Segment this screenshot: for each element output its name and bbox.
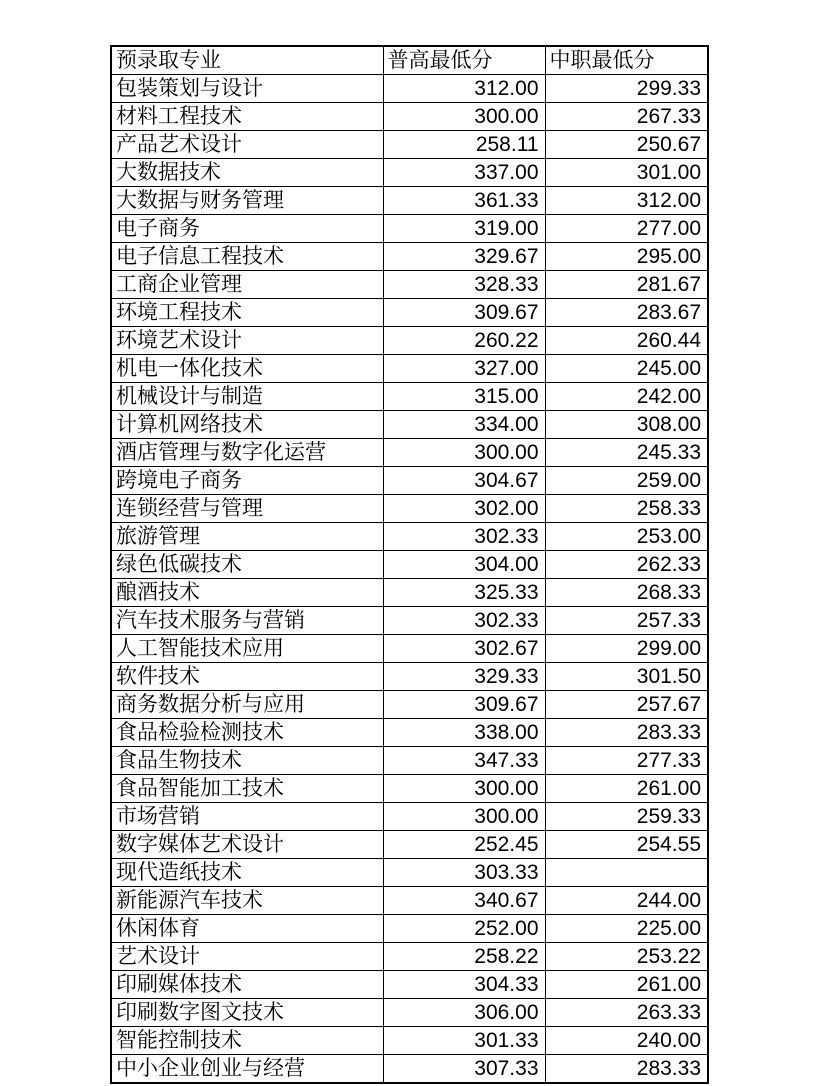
major-name: 环境艺术设计 bbox=[111, 327, 383, 355]
major-name: 商务数据分析与应用 bbox=[111, 691, 383, 719]
major-name: 市场营销 bbox=[111, 803, 383, 831]
table-row bbox=[111, 243, 708, 271]
major-name: 数字媒体艺术设计 bbox=[111, 831, 383, 859]
vocational-min-score: 259.33 bbox=[545, 803, 708, 831]
general-min-score: 306.00 bbox=[383, 999, 545, 1027]
major-name: 产品艺术设计 bbox=[111, 131, 383, 159]
table-row bbox=[111, 719, 708, 747]
general-min-score: 340.67 bbox=[383, 887, 545, 915]
vocational-min-score: 301.00 bbox=[545, 159, 708, 187]
major-name: 跨境电子商务 bbox=[111, 467, 383, 495]
major-name: 环境工程技术 bbox=[111, 299, 383, 327]
major-name: 食品检验检测技术 bbox=[111, 719, 383, 747]
general-min-score: 328.33 bbox=[383, 271, 545, 299]
major-name: 电子信息工程技术 bbox=[111, 243, 383, 271]
general-min-score: 329.33 bbox=[383, 663, 545, 691]
vocational-min-score: 250.67 bbox=[545, 131, 708, 159]
table-row bbox=[111, 383, 708, 411]
vocational-min-score: 283.67 bbox=[545, 299, 708, 327]
table-row bbox=[111, 1055, 708, 1084]
major-name: 工商企业管理 bbox=[111, 271, 383, 299]
vocational-min-score: 244.00 bbox=[545, 887, 708, 915]
header-vocational-min-score: 中职最低分 bbox=[545, 46, 708, 75]
header-major: 预录取专业 bbox=[111, 46, 383, 75]
major-name: 智能控制技术 bbox=[111, 1027, 383, 1055]
general-min-score: 252.00 bbox=[383, 915, 545, 943]
table-row bbox=[111, 971, 708, 999]
vocational-min-score: 245.33 bbox=[545, 439, 708, 467]
table-row bbox=[111, 1027, 708, 1055]
table-row bbox=[111, 271, 708, 299]
table-row bbox=[111, 103, 708, 131]
general-min-score: 329.67 bbox=[383, 243, 545, 271]
vocational-min-score: 277.33 bbox=[545, 747, 708, 775]
table-row bbox=[111, 439, 708, 467]
general-min-score: 309.67 bbox=[383, 691, 545, 719]
vocational-min-score: 299.33 bbox=[545, 75, 708, 103]
vocational-min-score: 253.22 bbox=[545, 943, 708, 971]
vocational-min-score: 312.00 bbox=[545, 187, 708, 215]
major-name: 连锁经营与管理 bbox=[111, 495, 383, 523]
general-min-score: 347.33 bbox=[383, 747, 545, 775]
general-min-score: 302.33 bbox=[383, 607, 545, 635]
general-min-score: 312.00 bbox=[383, 75, 545, 103]
general-min-score: 304.00 bbox=[383, 551, 545, 579]
general-min-score: 300.00 bbox=[383, 103, 545, 131]
general-min-score: 361.33 bbox=[383, 187, 545, 215]
general-min-score: 303.33 bbox=[383, 859, 545, 887]
table-row bbox=[111, 607, 708, 635]
major-name: 汽车技术服务与营销 bbox=[111, 607, 383, 635]
table-row bbox=[111, 495, 708, 523]
vocational-min-score: 261.00 bbox=[545, 775, 708, 803]
general-min-score: 307.33 bbox=[383, 1055, 545, 1084]
table-row bbox=[111, 691, 708, 719]
major-name: 计算机网络技术 bbox=[111, 411, 383, 439]
vocational-min-score: 283.33 bbox=[545, 719, 708, 747]
table-row bbox=[111, 915, 708, 943]
vocational-min-score: 301.50 bbox=[545, 663, 708, 691]
table-row bbox=[111, 747, 708, 775]
table-row bbox=[111, 551, 708, 579]
general-min-score: 300.00 bbox=[383, 439, 545, 467]
general-min-score: 304.33 bbox=[383, 971, 545, 999]
vocational-min-score: 253.00 bbox=[545, 523, 708, 551]
major-name: 艺术设计 bbox=[111, 943, 383, 971]
table-row bbox=[111, 159, 708, 187]
major-name: 印刷媒体技术 bbox=[111, 971, 383, 999]
table-row bbox=[111, 663, 708, 691]
vocational-min-score bbox=[545, 859, 708, 887]
table-row bbox=[111, 75, 708, 103]
major-name: 印刷数字图文技术 bbox=[111, 999, 383, 1027]
table-row bbox=[111, 831, 708, 859]
major-name: 绿色低碳技术 bbox=[111, 551, 383, 579]
table-row bbox=[111, 467, 708, 495]
general-min-score: 315.00 bbox=[383, 383, 545, 411]
table-row bbox=[111, 803, 708, 831]
major-name: 休闲体育 bbox=[111, 915, 383, 943]
vocational-min-score: 299.00 bbox=[545, 635, 708, 663]
admission-score-table bbox=[110, 45, 709, 1084]
table-row bbox=[111, 635, 708, 663]
table-row bbox=[111, 187, 708, 215]
vocational-min-score: 295.00 bbox=[545, 243, 708, 271]
general-min-score: 337.00 bbox=[383, 159, 545, 187]
table-row bbox=[111, 887, 708, 915]
vocational-min-score: 267.33 bbox=[545, 103, 708, 131]
general-min-score: 302.00 bbox=[383, 495, 545, 523]
vocational-min-score: 281.67 bbox=[545, 271, 708, 299]
general-min-score: 258.11 bbox=[383, 131, 545, 159]
general-min-score: 327.00 bbox=[383, 355, 545, 383]
vocational-min-score: 261.00 bbox=[545, 971, 708, 999]
table-row bbox=[111, 943, 708, 971]
major-name: 机电一体化技术 bbox=[111, 355, 383, 383]
major-name: 现代造纸技术 bbox=[111, 859, 383, 887]
major-name: 大数据技术 bbox=[111, 159, 383, 187]
general-min-score: 319.00 bbox=[383, 215, 545, 243]
general-min-score: 300.00 bbox=[383, 803, 545, 831]
major-name: 机械设计与制造 bbox=[111, 383, 383, 411]
table-row bbox=[111, 775, 708, 803]
general-min-score: 338.00 bbox=[383, 719, 545, 747]
table-row bbox=[111, 523, 708, 551]
general-min-score: 309.67 bbox=[383, 299, 545, 327]
general-min-score: 304.67 bbox=[383, 467, 545, 495]
vocational-min-score: 277.00 bbox=[545, 215, 708, 243]
major-name: 电子商务 bbox=[111, 215, 383, 243]
table-row bbox=[111, 327, 708, 355]
general-min-score: 252.45 bbox=[383, 831, 545, 859]
major-name: 中小企业创业与经营 bbox=[111, 1055, 383, 1084]
vocational-min-score: 245.00 bbox=[545, 355, 708, 383]
general-min-score: 260.22 bbox=[383, 327, 545, 355]
vocational-min-score: 258.33 bbox=[545, 495, 708, 523]
major-name: 酒店管理与数字化运营 bbox=[111, 439, 383, 467]
table-row bbox=[111, 999, 708, 1027]
vocational-min-score: 257.67 bbox=[545, 691, 708, 719]
major-name: 旅游管理 bbox=[111, 523, 383, 551]
header-general-min-score: 普高最低分 bbox=[383, 46, 545, 75]
vocational-min-score: 260.44 bbox=[545, 327, 708, 355]
major-name: 食品生物技术 bbox=[111, 747, 383, 775]
vocational-min-score: 262.33 bbox=[545, 551, 708, 579]
major-name: 新能源汽车技术 bbox=[111, 887, 383, 915]
major-name: 软件技术 bbox=[111, 663, 383, 691]
general-min-score: 302.33 bbox=[383, 523, 545, 551]
table-row bbox=[111, 579, 708, 607]
major-name: 人工智能技术应用 bbox=[111, 635, 383, 663]
table-row bbox=[111, 215, 708, 243]
general-min-score: 334.00 bbox=[383, 411, 545, 439]
vocational-min-score: 240.00 bbox=[545, 1027, 708, 1055]
table-row bbox=[111, 411, 708, 439]
vocational-min-score: 257.33 bbox=[545, 607, 708, 635]
vocational-min-score: 263.33 bbox=[545, 999, 708, 1027]
major-name: 酿酒技术 bbox=[111, 579, 383, 607]
vocational-min-score: 259.00 bbox=[545, 467, 708, 495]
table-row bbox=[111, 859, 708, 887]
table-row bbox=[111, 355, 708, 383]
vocational-min-score: 254.55 bbox=[545, 831, 708, 859]
header-row bbox=[111, 46, 708, 75]
major-name: 材料工程技术 bbox=[111, 103, 383, 131]
vocational-min-score: 268.33 bbox=[545, 579, 708, 607]
table-row bbox=[111, 299, 708, 327]
general-min-score: 325.33 bbox=[383, 579, 545, 607]
general-min-score: 302.67 bbox=[383, 635, 545, 663]
major-name: 大数据与财务管理 bbox=[111, 187, 383, 215]
vocational-min-score: 283.33 bbox=[545, 1055, 708, 1084]
table-row bbox=[111, 131, 708, 159]
general-min-score: 300.00 bbox=[383, 775, 545, 803]
major-name: 食品智能加工技术 bbox=[111, 775, 383, 803]
vocational-min-score: 225.00 bbox=[545, 915, 708, 943]
general-min-score: 258.22 bbox=[383, 943, 545, 971]
vocational-min-score: 308.00 bbox=[545, 411, 708, 439]
vocational-min-score: 242.00 bbox=[545, 383, 708, 411]
major-name: 包装策划与设计 bbox=[111, 75, 383, 103]
general-min-score: 301.33 bbox=[383, 1027, 545, 1055]
